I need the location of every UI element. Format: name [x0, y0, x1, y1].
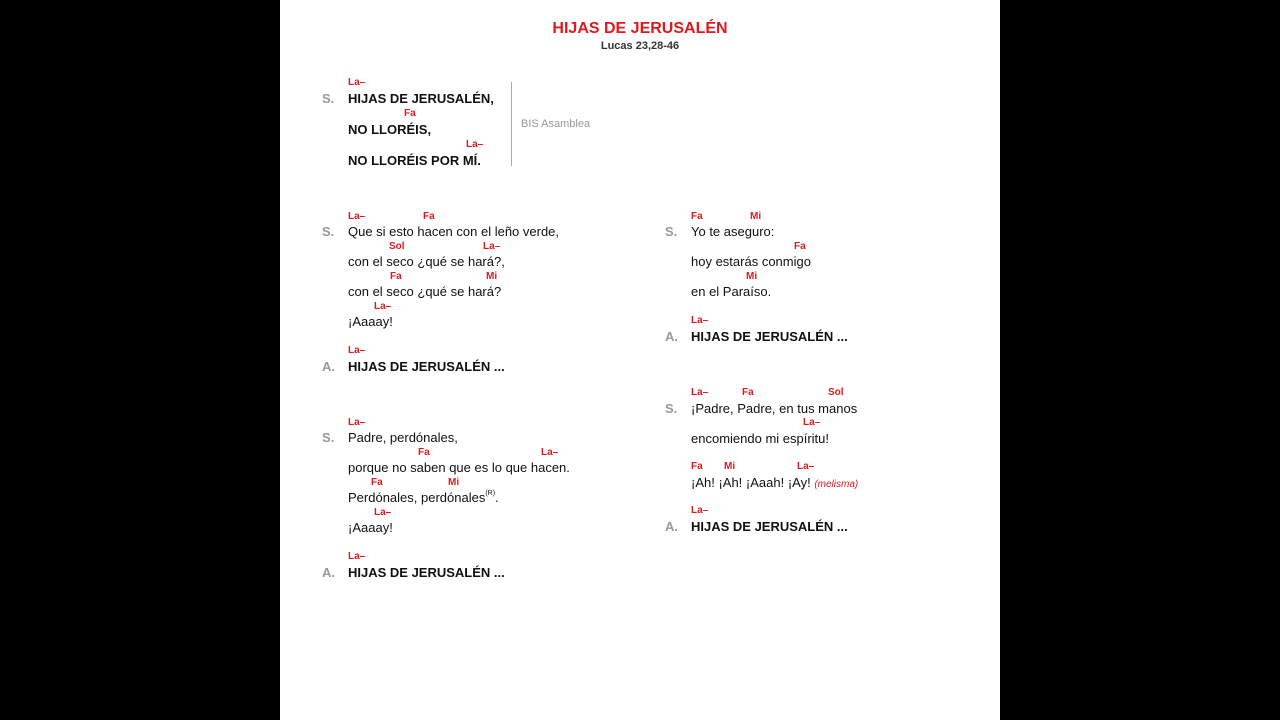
- voice-assembly: A.: [665, 519, 678, 534]
- voice-assembly: A.: [322, 565, 335, 580]
- verse1-line-4: ¡Aaaay!: [348, 314, 393, 329]
- chord-fa: Fa: [390, 271, 402, 282]
- verse4-line-2: encomiendo mi espíritu!: [691, 431, 830, 446]
- chord-la: La–: [691, 505, 709, 516]
- refrain-repeat: HIJAS DE JERUSALÉN ...: [348, 565, 505, 580]
- chord-mi: Mi: [724, 461, 736, 472]
- voice-soloist: S.: [322, 224, 335, 239]
- melisma-note: (melisma): [814, 479, 859, 490]
- verse2-line-2: porque no saben que es lo que hacen.: [348, 460, 570, 475]
- refrain-line-3: NO LLORÉIS POR MÍ.: [348, 153, 481, 168]
- chord-fa: Fa: [794, 241, 806, 252]
- verse2-line-1: Padre, perdónales,: [348, 430, 458, 445]
- voice-assembly: A.: [665, 329, 678, 344]
- chord-fa: Fa: [404, 108, 416, 119]
- voice-soloist: S.: [322, 91, 335, 106]
- refrain-repeat: HIJAS DE JERUSALÉN ...: [691, 519, 848, 534]
- chord-fa: Fa: [691, 461, 703, 472]
- chord-fa: Fa: [418, 447, 430, 458]
- song-reference: Lucas 23,28-46: [600, 40, 680, 52]
- repeat-mark: (R): [485, 490, 496, 497]
- verse1-line-1: Que si esto hacen con el leño verde,: [348, 224, 560, 239]
- verse3-line-3: en el Paraíso.: [691, 284, 772, 299]
- voice-soloist: S.: [665, 401, 678, 416]
- verse4-line-3: ¡Ah! ¡Ah! ¡Aaah! ¡Ay! (melisma): [691, 475, 859, 490]
- refrain-repeat: HIJAS DE JERUSALÉN ...: [348, 359, 505, 374]
- chord-la: La–: [541, 447, 559, 458]
- chord-la: La–: [348, 417, 366, 428]
- chord-sol: Sol: [828, 387, 844, 398]
- chord-la: La–: [803, 417, 821, 428]
- bis-note: BIS Asamblea: [521, 118, 591, 130]
- chord-la: La–: [374, 507, 392, 518]
- chord-la: La–: [466, 139, 484, 150]
- song-title: HIJAS DE JERUSALÉN: [552, 20, 728, 37]
- chord-la: La–: [374, 301, 392, 312]
- chord-la: La–: [691, 315, 709, 326]
- voice-soloist: S.: [665, 224, 678, 239]
- chord-la: La–: [691, 387, 709, 398]
- verse3-line-1: Yo te aseguro:: [691, 224, 775, 239]
- refrain-line-2: NO LLORÉIS,: [348, 122, 432, 137]
- chord-la: La–: [483, 241, 501, 252]
- verse1-line-3: con el seco ¿qué se hará?: [348, 284, 502, 299]
- chord-fa: Fa: [371, 477, 383, 488]
- chord-fa: Fa: [423, 211, 435, 222]
- chord-mi: Mi: [448, 477, 460, 488]
- verse4-line-1: ¡Padre, Padre, en tus manos: [691, 401, 858, 416]
- chord-la: La–: [348, 551, 366, 562]
- verse2-line-3: Perdónales, perdónales$^{(R)}$.: [348, 490, 499, 505]
- voice-soloist: S.: [322, 430, 335, 445]
- chord-la: La–: [797, 461, 815, 472]
- chord-fa: Fa: [691, 211, 703, 222]
- chord-la: La–: [348, 211, 366, 222]
- chord-mi: Mi: [750, 211, 762, 222]
- voice-assembly: A.: [322, 359, 335, 374]
- verse2-line-4: ¡Aaaay!: [348, 520, 393, 535]
- chord-mi: Mi: [746, 271, 758, 282]
- chord-mi: Mi: [486, 271, 498, 282]
- chord-la: La–: [348, 77, 366, 88]
- chord-sol: Sol: [389, 241, 405, 252]
- chord-la: La–: [348, 345, 366, 356]
- verse1-line-2: con el seco ¿qué se hará?,: [348, 254, 505, 269]
- bis-divider: [511, 82, 512, 166]
- verse3-line-2: hoy estarás conmigo: [691, 254, 811, 269]
- song-sheet: [280, 0, 1000, 720]
- refrain-line-1: HIJAS DE JERUSALÉN,: [348, 91, 494, 106]
- refrain-repeat: HIJAS DE JERUSALÉN ...: [691, 329, 848, 344]
- chord-fa: Fa: [742, 387, 754, 398]
